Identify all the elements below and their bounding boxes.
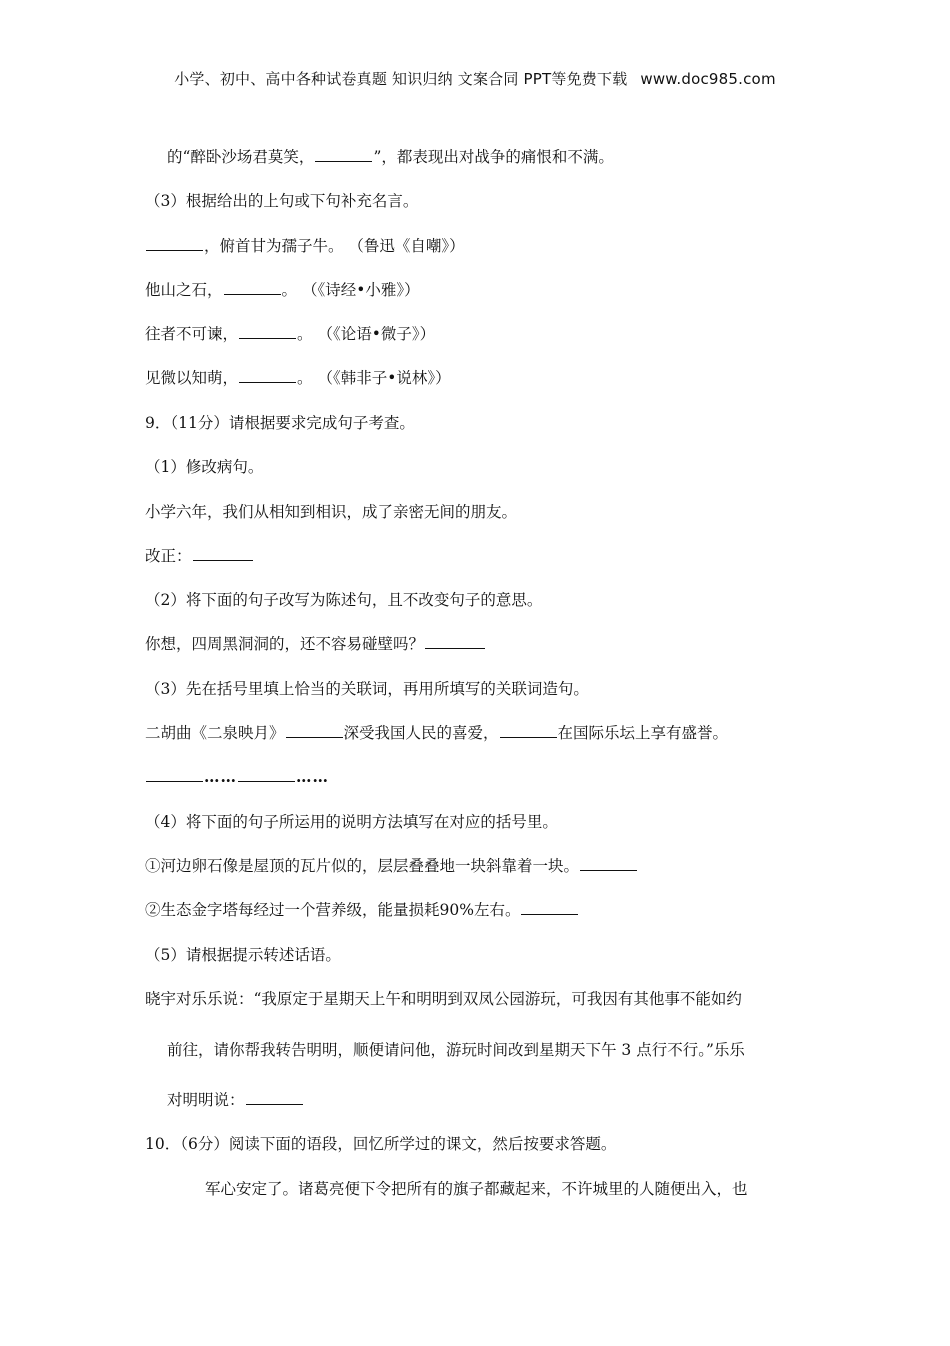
sub-question-2: （2）将下面的句子改写为陈述句，且不改变句子的意思。 bbox=[145, 591, 543, 609]
answer-blank[interactable] bbox=[521, 913, 578, 915]
page-header bbox=[0, 68, 950, 89]
answer-blank[interactable] bbox=[239, 337, 296, 339]
explanation-item-1: ①河边卵石像是屋顶的瓦片似的，层层叠叠地一块斜靠着一块。 bbox=[145, 856, 638, 876]
answer-blank[interactable] bbox=[224, 293, 281, 295]
header-site: www.doc985.com bbox=[640, 70, 776, 88]
sub-question-3: （3）先在括号里填上恰当的关联词，再用所填写的关联词造句。 bbox=[145, 680, 589, 698]
answer-blank[interactable] bbox=[246, 1103, 303, 1105]
quote-line: 往者不可谏， 。 （《论语•微子》） bbox=[145, 325, 436, 343]
question-10-title: 10．（6分）阅读下面的语段，回忆所学过的课文，然后按要求答题。 bbox=[145, 1135, 617, 1153]
answer-blank[interactable] bbox=[193, 559, 253, 561]
answer-blank[interactable] bbox=[238, 780, 295, 782]
sub-question-1: （1）修改病句。 bbox=[145, 458, 264, 476]
answer-blank[interactable] bbox=[286, 736, 343, 738]
report-line: 对明明说： bbox=[167, 1090, 304, 1110]
answer-blank[interactable] bbox=[146, 249, 203, 251]
question-9-title: 9．（11分）请根据要求完成句子考查。 bbox=[145, 414, 415, 432]
sub-question-5: （5）请根据提示转述话语。 bbox=[145, 946, 341, 964]
answer-blank[interactable] bbox=[580, 869, 637, 871]
quote-line: ，俯首甘为孺子牛。 （鲁迅《自嘲》） bbox=[145, 236, 465, 256]
quote-line: 见微以知萌， 。 （《韩非子•说林》） bbox=[145, 369, 451, 387]
sentence-making-line: …… …… bbox=[145, 767, 329, 787]
answer-blank[interactable] bbox=[146, 780, 203, 782]
answer-blank[interactable] bbox=[500, 736, 557, 738]
answer-blank[interactable] bbox=[315, 160, 372, 162]
rhetorical-sentence: 你想，四周黑洞洞的，还不容易碰壁吗？ bbox=[145, 634, 486, 654]
header-text: 小学、初中、高中各种试卷真题 知识归纳 文案合同 PPT等免费下载 bbox=[174, 70, 628, 88]
conjunction-sentence: 二胡曲《二泉映月》 深受我国人民的喜爱， 在国际乐坛上享有盛誉。 bbox=[145, 724, 729, 742]
quote-line: 他山之石， 。 （《诗经•小雅》） bbox=[145, 281, 420, 299]
question-3-instruction: （3）根据给出的上句或下句补充名言。 bbox=[145, 192, 419, 210]
explanation-item-2: ②生态金字塔每经过一个营养级，能量损耗90%左右。 bbox=[145, 900, 579, 920]
speech-line: 晓宇对乐乐说：“我原定于星期天上午和明明到双凤公园游玩，可我因有其他事不能如约 bbox=[145, 990, 742, 1008]
sub-question-4: （4）将下面的句子所运用的说明方法填写在对应的括号里。 bbox=[145, 813, 558, 831]
answer-blank[interactable] bbox=[425, 647, 485, 649]
text-line: 的“醉卧沙场君莫笑， ”，都表现出对战争的痛恨和不满。 bbox=[167, 148, 614, 166]
faulty-sentence: 小学六年，我们从相知到相识，成了亲密无间的朋友。 bbox=[145, 503, 518, 521]
reading-passage: 军心安定了。诸葛亮便下令把所有的旗子都藏起来，不许城里的人随便出入，也 bbox=[205, 1180, 748, 1198]
correction-line: 改正： bbox=[145, 546, 254, 566]
answer-blank[interactable] bbox=[239, 381, 296, 383]
speech-line: 前往，请你帮我转告明明，顺便请问他，游玩时间改到星期天下午 3 点行不行。”乐乐 bbox=[167, 1041, 745, 1059]
